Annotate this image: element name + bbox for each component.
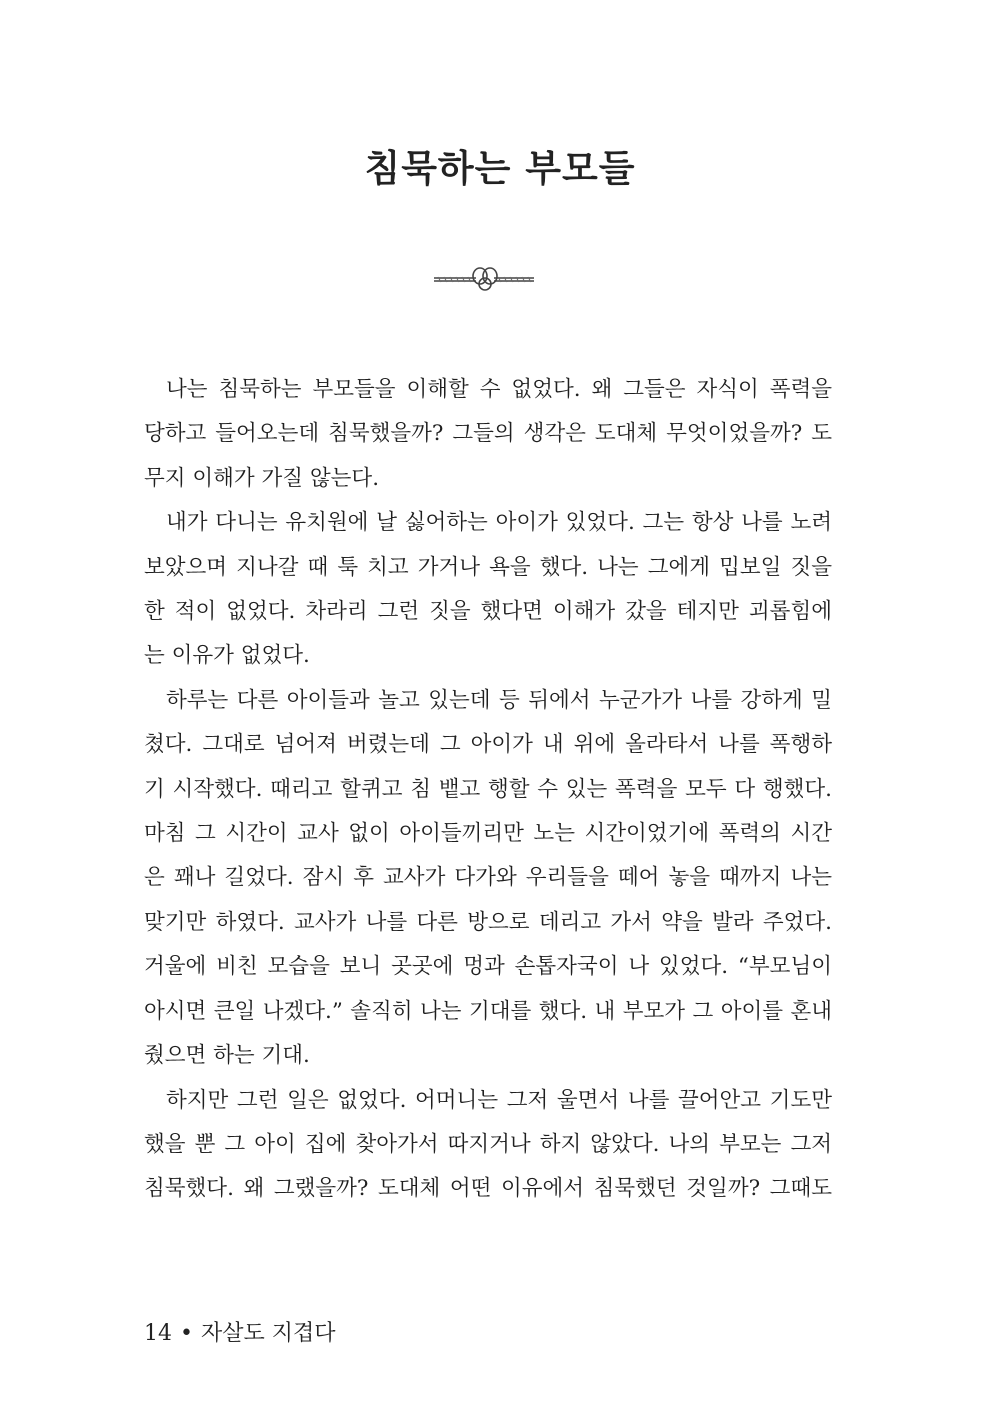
text-line: 보았으며 지나갈 때 툭 치고 가거나 욕을 했다. 나는 그에게 밉보일 짓을 bbox=[144, 554, 832, 580]
page-footer bbox=[144, 1316, 336, 1347]
page-title: 침묵하는 부모들 bbox=[364, 146, 636, 190]
text-line: 쳤다. 그대로 넘어져 버렸는데 그 아이가 내 위에 올라타서 나를 폭행하 bbox=[144, 732, 832, 758]
body-text bbox=[144, 368, 832, 1212]
text-line: 거울에 비친 모습을 보니 곳곳에 멍과 손톱자국이 나 있었다. “부모님이 bbox=[144, 954, 832, 980]
text-line: 침묵했다. 왜 그랬을까? 도대체 어떤 이유에서 침묵했던 것일까? 그때도 bbox=[144, 1176, 832, 1202]
text-line: 맞기만 하였다. 교사가 나를 다른 방으로 데리고 가서 약을 발라 주었다. bbox=[144, 909, 832, 935]
text-line: 은 꽤나 길었다. 잠시 후 교사가 다가와 우리들을 떼어 놓을 때까지 나는 bbox=[144, 865, 832, 891]
text-line: 하지만 그런 일은 없었다. 어머니는 그저 울면서 나를 끌어안고 기도만 bbox=[166, 1087, 832, 1113]
text-line: 하루는 다른 아이들과 놀고 있는데 등 뒤에서 누군가가 나를 강하게 밀 bbox=[166, 687, 832, 713]
paragraph bbox=[144, 501, 832, 679]
text-line: 아시면 큰일 나겠다.” 솔직히 나는 기대를 했다. 내 부모가 그 아이를 혼내 bbox=[144, 998, 832, 1024]
text-line: 나는 침묵하는 부모들을 이해할 수 없었다. 왜 그들은 자식이 폭력을 bbox=[166, 377, 832, 402]
rope-knot-icon bbox=[432, 264, 536, 294]
text-line: 마침 그 시간이 교사 없이 아이들끼리만 노는 시간이었기에 폭력의 시간 bbox=[144, 821, 832, 847]
text-line: 했을 뿐 그 아이 집에 찾아가서 따지거나 하지 않았다. 나의 부모는 그저 bbox=[144, 1131, 832, 1157]
page-number: 14 bbox=[144, 1321, 172, 1346]
text-line: 는 이유가 없었다. bbox=[144, 643, 310, 669]
paragraph bbox=[144, 679, 832, 1079]
text-line: 내가 다니는 유치원에 날 싫어하는 아이가 있었다. 그는 항상 나를 노려 bbox=[166, 510, 832, 536]
paragraph bbox=[144, 368, 832, 501]
text-line: 무지 이해가 가질 않는다. bbox=[144, 465, 380, 491]
text-line: 당하고 들어오는데 침묵했을까? 그들의 생각은 도대체 무엇이었을까? 도 bbox=[144, 421, 832, 447]
text-line: 기 시작했다. 때리고 할퀴고 침 뱉고 행할 수 있는 폭력을 모두 다 행했다. bbox=[144, 776, 832, 802]
running-book-title: 자살도 지겹다 bbox=[200, 1321, 336, 1346]
footer-separator: • bbox=[180, 1321, 193, 1346]
paragraph bbox=[144, 1079, 832, 1212]
text-line: 한 적이 없었다. 차라리 그런 짓을 했다면 이해가 갔을 테지만 괴롭힘에 bbox=[144, 599, 832, 625]
text-line: 줬으면 하는 기대. bbox=[144, 1043, 310, 1069]
